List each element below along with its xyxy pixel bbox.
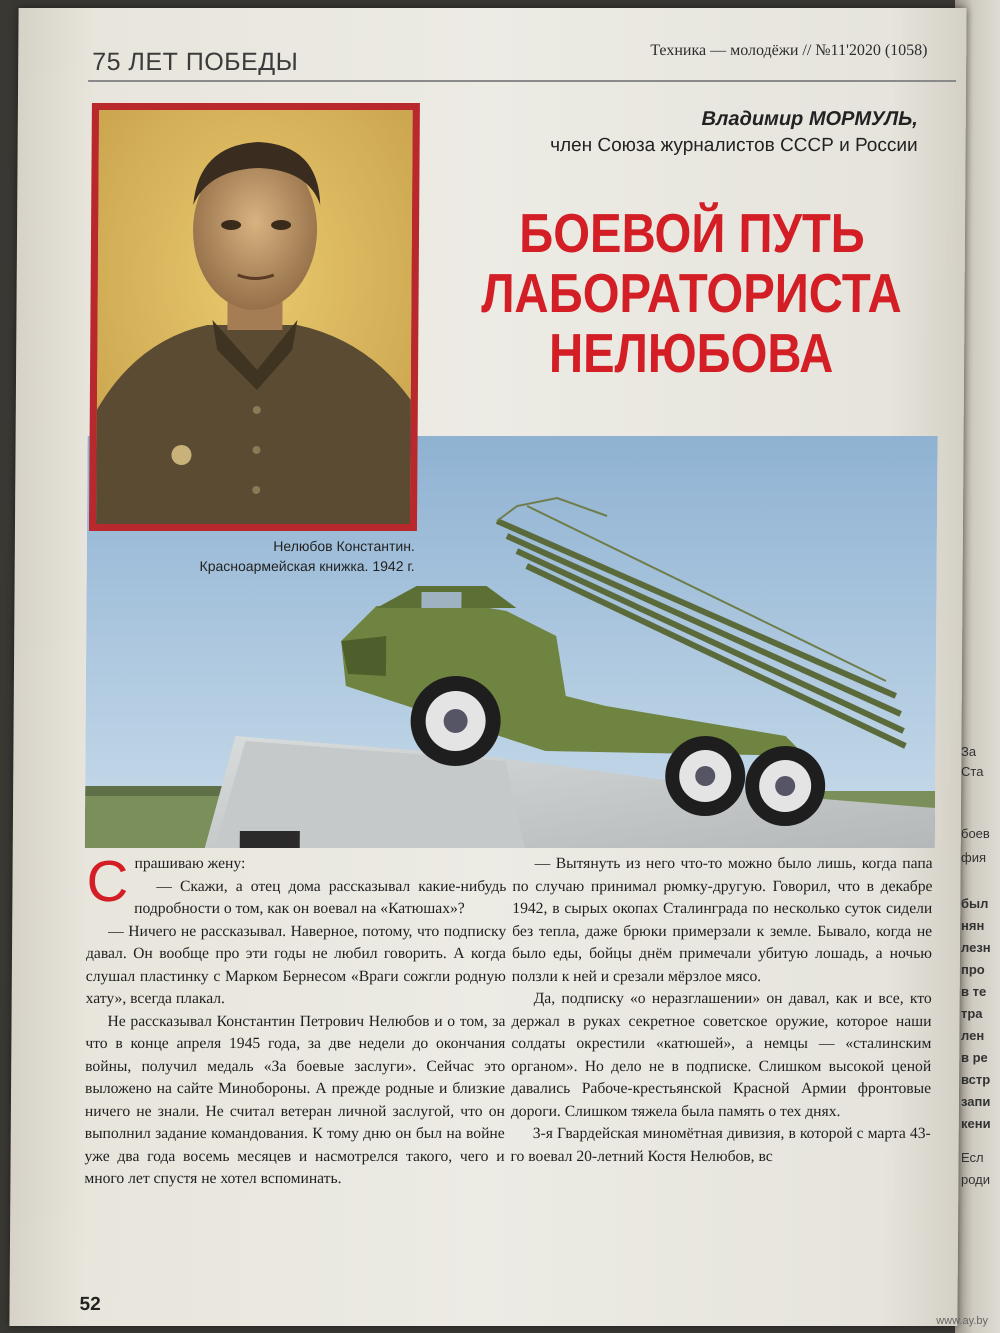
byline [478, 108, 918, 157]
adjacent-page-text: был [961, 896, 989, 911]
paragraph: Не рассказывал Константин Петрович Нелюбов и о том, за что в конце апреля 1945 года, за две недели до окончания войны, получил медаль «За боевые заслуги». Сейчас это выложено на сайте Минобороны. А прежде родные и близкие ничего не знали. Не считал ветеран личной заслугой, что он выполнил задание командования. К тому дню он был на войне уже два года восемь месяцев и насмотрелся такого, чего и много лет спустя не хотел вспоминать. [84, 1012, 506, 1187]
adjacent-page-text: нян [961, 918, 985, 933]
adjacent-page-text: тра [961, 1006, 983, 1021]
portrait-photo [89, 103, 420, 531]
paragraph: — Вытянуть из него что-то можно было лишь, когда папа по случаю принимал рюмку-другую. Говорил, что в декабре 1942, в сырых окопах Сталинграда по несколько суток сидели без тепла, даже брюки примерзали к земле. Бывало, когда не было еды, бойцы днём примечали убитую лошадь, а ночью ползли к ней и срезали мёрзлое мясо. [511, 855, 933, 985]
header-divider [88, 80, 956, 82]
adjacent-page-text: За [961, 744, 977, 759]
paragraph: Да, подписку «о неразглашении» он давал, как и все, кто держал в руках секретное советское оружие, которое наши солдаты окрестили «катюшей», а немцы — «сталинским органом». Но дело не в подписке. Слишком высокой ценой давались Рабоче-крестьянской Красной Армии фронтовые дороги. Слишком тяжела была память о тех днях. [510, 990, 932, 1120]
adjacent-page-text: запи [961, 1094, 991, 1109]
caption-line: Красноармейская книжка. 1942 г. [199, 558, 415, 574]
adjacent-page-text: кени [961, 1116, 991, 1131]
title-line: БОЕВОЙ ПУТЬ [519, 202, 866, 264]
author-role: член Союза журналистов СССР и России [550, 135, 918, 156]
article-column-2 [511, 853, 933, 1168]
section-title: 75 ЛЕТ ПОБЕДЫ [92, 48, 299, 76]
adjacent-page-text: встр [961, 1072, 991, 1087]
adjacent-page-text: боев [961, 826, 990, 841]
author-name: Владимир МОРМУЛЬ, [701, 108, 918, 130]
watermark: www.ay.by [936, 1315, 988, 1327]
portrait-caption [155, 536, 415, 576]
adjacent-page-text: роди [961, 1172, 991, 1187]
adjacent-page-text: Есл [961, 1150, 984, 1165]
adjacent-page-text: Ста [961, 764, 984, 779]
article-column-1 [84, 849, 507, 1191]
page-number: 52 [79, 1294, 101, 1315]
adjacent-page-text: лен [961, 1028, 985, 1043]
paragraph: 3-я Гвардейская миномётная дивизия, в которой с марта 43-го воевал 20-летний Костя Нелюбов, вс [510, 1125, 931, 1165]
title-line: ЛАБОРАТОРИСТА [481, 262, 903, 324]
paragraph: прашиваю жену: [134, 855, 246, 872]
caption-line: Нелюбов Константин. [273, 538, 415, 554]
magazine-page [9, 8, 966, 1326]
drop-cap: С [86, 849, 129, 914]
adjacent-page-text: в ре [961, 1050, 988, 1065]
adjacent-page-text: фия [961, 850, 986, 865]
title-line: НЕЛЮБОВА [548, 322, 834, 384]
adjacent-page-text: лезн [961, 940, 991, 955]
paragraph: — Ничего не рассказывал. Наверное, потому, что подписку давал. Он вообще про эти годы не любил говорить. А когда слушал пластинку с Марком Бернесом «Враги сожгли родную хату», всегда плакал. [85, 922, 507, 1007]
magazine-issue: Техника — молодёжи // №11'2020 (1058) [650, 42, 928, 59]
article-title [472, 203, 912, 383]
paragraph: — Скажи, а отец дома рассказывал какие-нибудь подробности о том, как он воевал на «Катюшах»? [134, 877, 507, 917]
adjacent-page-text: про [961, 962, 985, 977]
adjacent-page-text: в те [961, 984, 987, 999]
